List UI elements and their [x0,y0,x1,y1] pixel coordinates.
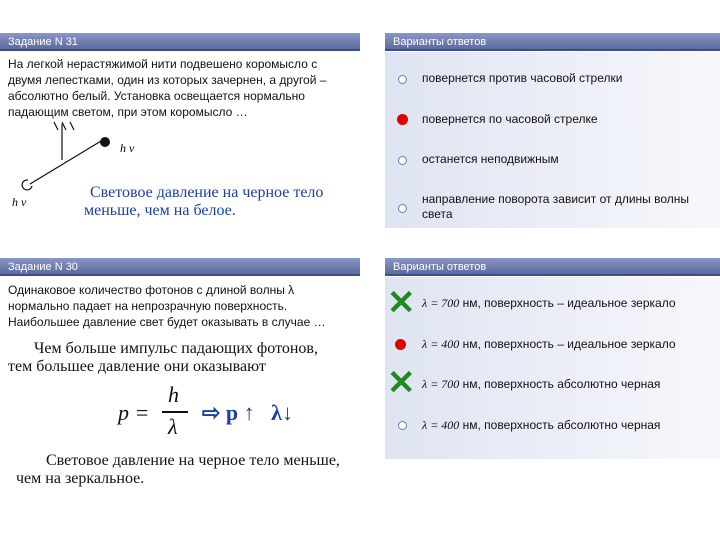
task31-option3[interactable]: останется неподвижным [422,152,559,166]
option2-text: нм, поверхность – идеальное зеркало [462,337,676,351]
hv-label-top: h ν [120,141,135,155]
task31-option1[interactable]: повернется против часовой стрелки [422,71,623,85]
option2-lambda: λ = 400 [422,337,460,351]
black-petal [100,137,110,147]
task31-header: Задание N 31 [0,33,360,51]
task30-option4[interactable] [422,418,717,433]
option4-lambda: λ = 400 [422,418,460,432]
task31-option2-selected[interactable] [397,114,408,125]
task30-option2[interactable] [422,337,717,352]
white-petal [22,180,32,190]
formula-numerator: h [168,382,179,407]
formula-denominator: λ [168,414,178,439]
task30-explanation-1: Чем больше импульс падающих фотонов, тем большее давление они оказывают [8,340,318,375]
option1-text: нм, поверхность – идеальное зеркало [462,296,676,310]
formula-lhs: p = [118,400,150,425]
task30-option3-cross-mark: ✕ [387,364,416,402]
task30-option1-cross-mark: ✕ [387,284,416,322]
task30-answers-header: Варианты ответов [385,258,720,276]
task31-question: На легкой нерастяжимой нити подвешено коромысло с двумя лепестками, один из которых зачернен, а другой – абсолютно белый. Установка освещается нормально падающим светом, при этом коромысло … [8,57,327,119]
task30-formula [118,382,358,442]
task30-option3[interactable] [422,377,717,392]
task31-option3-radio[interactable] [398,156,407,165]
task31-answers-header: Варианты ответов [385,33,720,51]
task30-option4-radio[interactable] [398,421,407,430]
task31-option1-radio[interactable] [398,75,407,84]
option1-lambda: λ = 700 [422,296,460,310]
task30-question: Одинаковое количество фотонов с длиной волны λ нормально падает на непрозрачную поверхность. Наибольшее давление свет будет оказывать в случае … [8,283,326,329]
task31-explanation: Световое давление на черное тело меньше, чем на белое. [84,184,324,219]
task30-explanation-2: Световое давление на черное тело меньше, чем на зеркальное. [16,452,340,487]
hv-label-bottom: h ν [12,195,27,209]
task30-option2-selected[interactable] [395,339,406,350]
option3-lambda: λ = 700 [422,377,460,391]
task31-option4-radio[interactable] [398,204,407,213]
formula-fraction-bar [162,411,188,413]
option3-text: нм, поверхность абсолютно черная [462,377,661,391]
task30-option1[interactable] [422,296,717,311]
yoke-line [30,138,106,184]
task31-option2[interactable]: повернется по часовой стрелке [422,112,598,126]
task30-header: Задание N 30 [0,258,360,276]
task31-option4[interactable]: направление поворота зависит от длины волны света [422,192,690,221]
option4-text: нм, поверхность абсолютно черная [462,418,661,432]
formula-result: ⇨ p ↑ λ↓ [202,400,293,425]
